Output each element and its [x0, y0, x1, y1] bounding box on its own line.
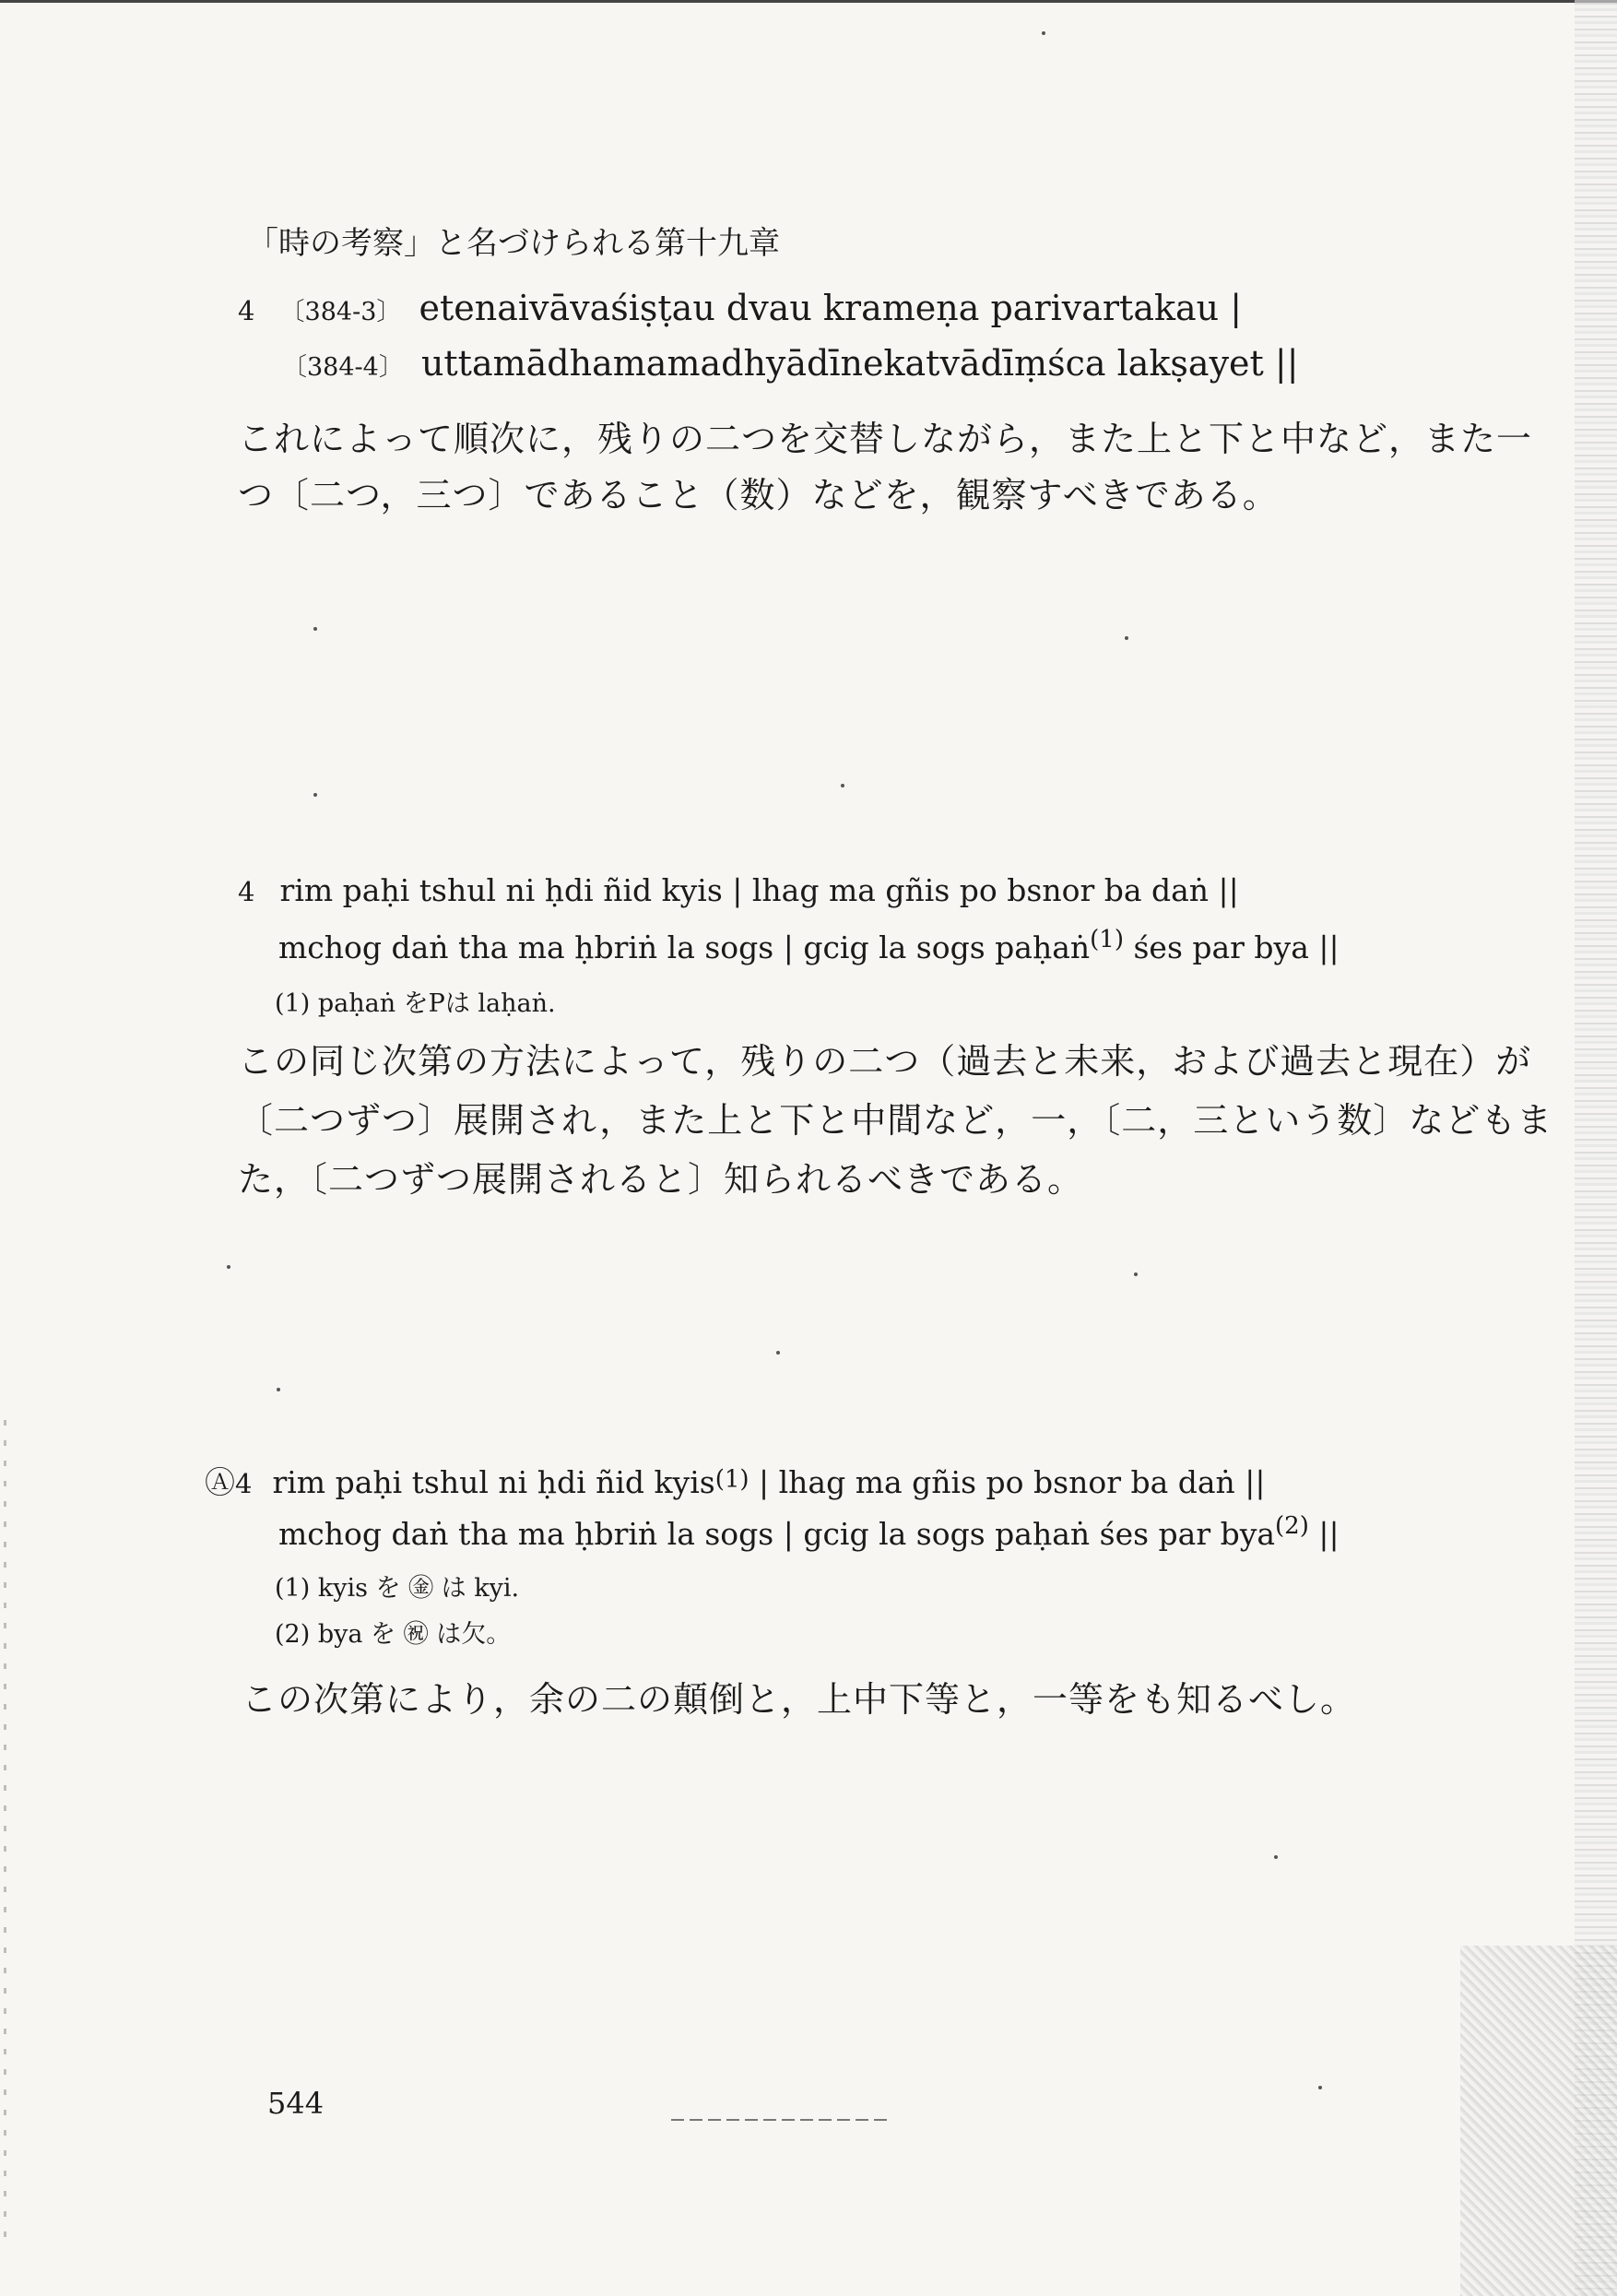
ref-384-4: 〔384-4〕 — [282, 353, 404, 382]
ref-384-3: 〔384-3〕 — [279, 298, 402, 326]
scan-corner-noise — [1460, 1946, 1617, 2296]
chinese-tib-text-2b: || — [1308, 1516, 1340, 1552]
chinese-tib-line-2 — [278, 1512, 1340, 1552]
tibetan-translation-1: この同じ次第の方法によって，残りの二つ（過去と未来，および過去と現在）が — [238, 1041, 1532, 1082]
sanskrit-text-2: uttamādhamamadhyādīnekatvādīṃśca lakṣayet || — [420, 343, 1299, 384]
scan-speck — [1042, 31, 1045, 35]
verse-number: 4 — [235, 1468, 253, 1499]
chinese-tib-text-1a: rim paḥi tshul ni ḥdi ñid kyis — [272, 1464, 715, 1500]
sanskrit-translation-2: つ〔二つ，三つ〕であること（数）などを，観察すべきである。 — [238, 475, 1279, 515]
scan-speck — [313, 627, 317, 631]
sanskrit-text-1: etenaivāvaśiṣṭau dvau krameṇa parivartakau | — [419, 288, 1243, 328]
scan-speck — [1134, 1272, 1138, 1276]
scan-speck — [841, 784, 844, 787]
tibetan-line-1 — [238, 872, 1239, 908]
chinese-tib-footnote-1: (1) kyis を ㊎ は kyi. — [275, 1574, 520, 1603]
scan-speck — [1318, 2086, 1322, 2089]
scan-speck — [227, 1265, 230, 1269]
scan-left-marks — [4, 1420, 6, 2250]
footnote-ref: (1) — [1090, 926, 1124, 953]
tibetan-text-1: rim paḥi tshul ni ḥdi ñid kyis | lhag ma gñis po bsnor ba daṅ || — [279, 872, 1239, 908]
footnote-ref-2: (2) — [1275, 1512, 1309, 1540]
scan-speck — [1125, 636, 1128, 640]
scan-rule-mark — [671, 2119, 892, 2121]
scan-speck — [313, 793, 317, 797]
sanskrit-line-2 — [282, 343, 1299, 384]
chinese-tib-line-1 — [205, 1459, 1266, 1502]
scan-speck — [1274, 1855, 1278, 1859]
chinese-tib-text-2a: mchog daṅ tha ma ḥbriṅ la sogs | gcig la sogs paḥaṅ śes par bya — [278, 1516, 1276, 1552]
tibetan-translation-3: た，〔二つずつ展開されると〕知られるべきである。 — [238, 1159, 1084, 1200]
tibetan-footnote-1: (1) paḥaṅ をPは laḥaṅ. — [275, 989, 556, 1018]
sanskrit-translation-1: これによって順次に，残りの二つを交替しながら，また上と下と中など，また一 — [238, 419, 1533, 459]
page-number: 544 — [267, 2086, 325, 2121]
chinese-tib-translation: この次第により，余の二の顛倒と，上中下等と，一等をも知るべし。 — [242, 1679, 1357, 1720]
tibetan-text-2b: śes par bya || — [1123, 929, 1340, 965]
tibetan-text-2a: mchog daṅ tha ma ḥbriṅ la sogs | gcig la sogs paḥaṅ — [278, 929, 1091, 965]
running-header: 「時の考察」と名づけられる第十九章 — [247, 225, 780, 262]
footnote-ref-1: (1) — [714, 1465, 749, 1494]
chinese-tib-text-1b: | lhag ma gñis po bsnor ba daṅ || — [749, 1464, 1266, 1500]
verse-number: 4 — [238, 876, 255, 907]
top-border — [0, 0, 1617, 3]
verse-number: 4 — [238, 295, 255, 326]
scan-speck — [277, 1388, 280, 1391]
tibetan-line-2 — [278, 926, 1340, 965]
circled-a-marker: Ⓐ — [205, 1464, 235, 1500]
sanskrit-line-1 — [238, 288, 1242, 328]
scan-speck — [776, 1351, 780, 1355]
chinese-tib-footnote-2: (2) bya を ㊗ は欠。 — [275, 1620, 512, 1649]
tibetan-translation-2: 〔二つずつ〕展開され，また上と下と中間など，一，〔二，三という数〕などもま — [238, 1100, 1553, 1141]
